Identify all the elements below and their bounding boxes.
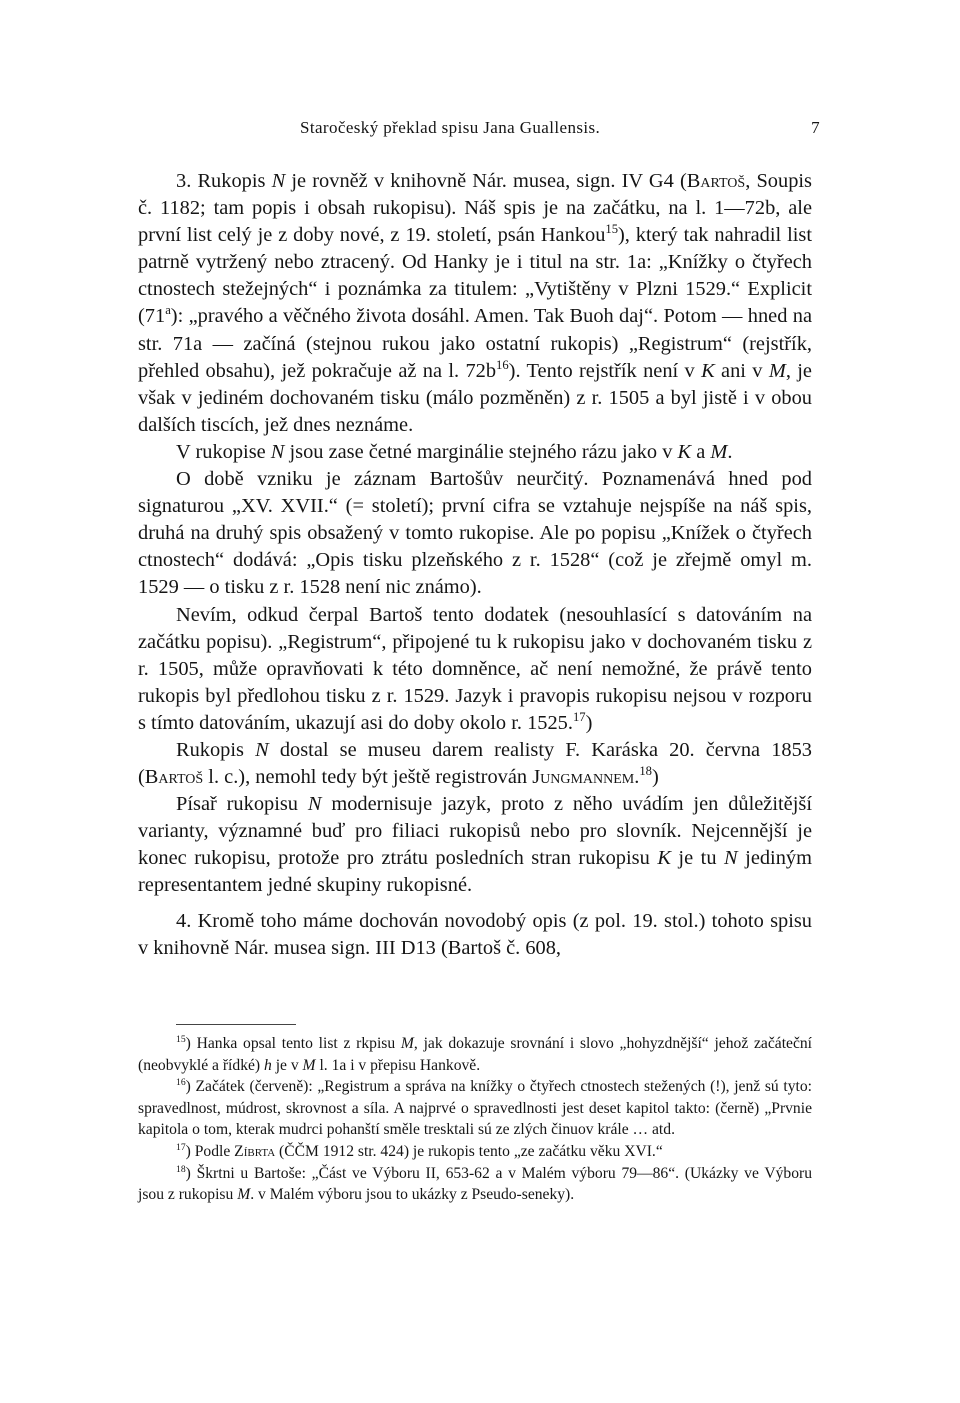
small-caps-name: Jungmannem	[532, 766, 635, 789]
paragraph-dating: O době vzniku je záznam Bartošův neurčitý. Poznamenává hned pod signaturou „XV. XVII.“ (= století); první cifra se vztahuje nejspíše na náš spis, druhá na druhý spis obsažený v tomto rukopise. Ale po popisu „Knížek o čtyřech ctnostech“ dodává: „Opis tisku plzeňského z r. 1528“ (což je zřejmě omyl m. 1529 — o tisku z r. 1528 není nic známo).	[138, 468, 812, 599]
paragraph-modern-copy: 4. Kromě toho máme dochován novodobý opis (z pol. 19. stol.) tohoto spisu v knihovně Nár. musea sign. III D13 (Bartoš č. 608,	[138, 909, 812, 959]
footnote-mark: 15	[605, 222, 619, 237]
running-head-title: Staročeský překlad spisu Jana Guallensis.	[300, 118, 601, 137]
italic-siglum: N	[271, 170, 286, 192]
italic-siglum: N	[724, 847, 738, 870]
footnote-mark: 18	[176, 1163, 186, 1175]
footnote-mark: 16	[496, 357, 509, 372]
page-number: 7	[811, 118, 820, 137]
small-caps-name: Zíbrta	[234, 1142, 276, 1160]
footnote-mark: 17	[176, 1141, 186, 1153]
footnote-rule	[176, 1024, 296, 1025]
italic-siglum: N	[255, 738, 269, 761]
paragraph-registrum: Nevím, odkud čerpal Bartoš tento dodatek (nesouhlasící s datováním na začátku popisu). „Registrum“, připojené tu k rukopisu jako v dochovaném tisku z r. 1505, může opravňovati k této domněnce, ač není nemožné, že právě tento rukopis byl předlohou tisku z r. 1529. Jazyk i pravopis rukopisu nejsou v rozporu s tímto datováním, ukazují asi do doby okolo r. 1525.17)	[138, 603, 812, 734]
paragraph-marginalia: V rukopise N jsou zase četné marginálie stejného rázu jako v K a M.	[176, 440, 733, 463]
italic-siglum: M	[302, 1056, 316, 1074]
footnote-16: $^{16}$) Začátek (červeně): „Registrum a správa na knížky o čtyřech ctnostech stežených (!), jenž sú tyto: spravedlnost, múdrost, skrovnost a síla. A najprvé o spravedlnosti jest deset kapitol takto: (černě) „Prvnie kapitola o tom, kterak mudrci pohanští směle tresktali sú ze zlých činuov krále … atd.	[138, 1077, 812, 1139]
italic-siglum: K	[677, 440, 692, 463]
footnote-18: $^{18}$) Škrtni u Bartoše: „Část ve Výboru II, 653-62 a v Malém výboru 79—86“. (Ukázky ve Výboru jsou z rukopisu M. v Malém výboru jsou to ukázky z Pseudo-seneky).	[138, 1163, 812, 1204]
small-caps-name: Bartoš	[686, 170, 746, 192]
running-head	[300, 118, 820, 144]
paragraph-scribe: Písař rukopisu N modernisuje jazyk, proto z něho uvádím jen důležitější varianty, významné buď pro filiaci rukopisů nebo pro slovník. Nejcennější je konec rukopisu, protože pro ztrátu posledních stran rukopisu K je tu N jediným representantem jedné skupiny rukopisné.	[138, 793, 812, 897]
small-caps-name: Bartoš	[144, 766, 204, 789]
footnotes	[138, 1024, 812, 1206]
footnote-mark: 15	[176, 1033, 186, 1045]
italic-siglum: K	[701, 359, 715, 382]
italic-siglum: K	[657, 847, 671, 870]
italic-siglum: N	[270, 440, 285, 463]
italic-siglum: M	[710, 440, 728, 463]
paragraph-provenance: Rukopis N dostal se museu darem realisty F. Karáska 20. června 1853 (Bartoš l. c.), nemohl tedy být ještě registrován Jungmannem.$^{18}$)	[138, 738, 812, 789]
footnote-mark: 18	[639, 764, 652, 779]
footnote-mark: 17	[572, 710, 586, 725]
italic-siglum: M	[400, 1035, 414, 1052]
footnote-mark: a	[165, 303, 171, 318]
italic-siglum: h	[264, 1056, 272, 1074]
italic-siglum: N	[307, 793, 322, 816]
italic-siglum: M	[237, 1186, 251, 1204]
footnote-17: $^{17}$) Podle Zíbrta (ČČM 1912 str. 424) je rukopis tento „ze začátku věku XVI.“	[176, 1141, 663, 1160]
footnote-15: $^{15}$) Hanka opsal tento list z rkpisu M, jak dokazuje srovnání i slovo „hohyzdnější“ jehož začáteční (neobvyklé a řídké) h je v M l. 1a i v přepisu Hankově.	[138, 1033, 812, 1074]
footnote-mark: 16	[176, 1077, 186, 1088]
paragraph-manuscript-n: 3. Rukopis N je rovněž v knihovně Nár. musea, sign. IV G4 (Bartoš, Soupis č. 1182; tam popis i obsah rukopisu). Náš spis je na začátku, na l. 1—72b, ale první list celý je z doby nové, z 19. století, psán Hankou$^{15}$), který tak nahradil list patrně vytržený nebo ztracený. Od Hanky je i titul na str. 1a: „Knížky o čtyřech ctnostech stežejných“ i poznámka za titulem: „Vytištěny v Plzni 1529.“ Explicit (71$^a$): „pravého a věčného života dosáhl. Amen. Tak Buoh daj“. Potom — hned na str. 71a — začíná (stejnou rukou jako ostatní rukopis) „Registrum“ (rejstřík, přehled obsahu), jež pokračuje až na l. $72b^{16}$). Tento rejstřík není v K ani v M, je však v jediném dochovaném tisku (málo pozměněn) z r. 1505 a byl jistě i v obou dalších tiscích, jež dnes neznáme.	[138, 170, 812, 436]
body-text	[138, 168, 812, 962]
italic-siglum: M	[768, 359, 786, 382]
